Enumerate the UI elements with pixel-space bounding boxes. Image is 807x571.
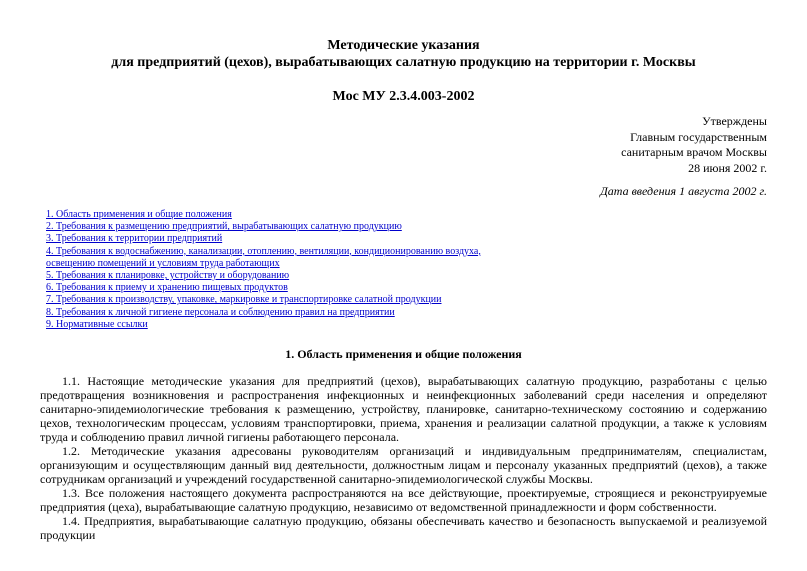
approval-line: санитарным врачом Москвы [621,145,767,159]
toc-link-3[interactable]: 3. Требования к территории предприятий [46,233,223,245]
toc-link-1[interactable]: 1. Область применения и общие положения [46,209,232,220]
paragraph: 1.4. Предприятия, вырабатывающие салатную продукцию, обязаны обеспечивать качество и безопасность выпускаемой и реализуемой продукции [40,514,767,542]
toc-link-6[interactable]: 6. Требования к приему и хранению пищевых продуктов [46,282,288,294]
toc-link-7[interactable]: 7. Требования к производству, упаковке, маркировке и транспортировке салатной продукции [46,294,442,306]
introduction-date: Дата введения 1 августа 2002 г. [600,184,767,198]
table-of-contents [46,209,481,331]
approval-line: Главным государственным [630,129,767,144]
approval-date: 28 июня 2002 г. [688,160,767,175]
paragraph: 1.1. Настоящие методические указания для предприятий (цехов), вырабатывающих салатную продукцию, разработаны с целью предотвращения возникновения и распространения инфекционных и неинфекционных заболеваний среди населения и определяют санитарно-эпидемиологические требования к размещению, устройству, планировке, санитарно-техническому состоянию и содержанию цехов, технологическим процессам, условиям транспортировки, приема, хранения и реализации салатной продукции, а также к условиям труда и соблюдению правил личной гигиены работающего персонала. [40,374,767,444]
toc-link-2[interactable]: 2. Требования к размещению предприятий, вырабатывающих салатную продукцию [46,221,402,233]
approval-line: Утверждены [702,114,767,128]
toc-link-9[interactable]: 9. Нормативные ссылки [46,318,148,330]
document-title-line1: Методические указания [327,38,480,53]
toc-link-4-continued[interactable]: освещению помещений и условиям труда работающих [46,257,280,269]
section-heading: 1. Область применения и общие положения [285,347,522,361]
paragraph: 1.3. Все положения настоящего документа распространяются на все действующие, проектируемые, строящиеся и реконструируемые предприятия (цеха), вырабатывающие салатную продукцию, независимо от ведомственной принадлежности и форм собственности. [40,486,767,514]
approval-block [621,114,767,176]
toc-link-5[interactable]: 5. Требования к планировке, устройству и оборудованию [46,270,290,282]
document-title-line2: для предприятий (цехов), вырабатывающих салатную продукцию на территории г. Москвы [111,55,696,70]
toc-link-4[interactable]: 4. Требования к водоснабжению, канализации, отоплению, вентиляции, кондиционированию воздуха, [46,245,481,257]
section-body [40,374,767,542]
paragraph: 1.2. Методические указания адресованы руководителям организаций и индивидуальным предпринимателям, специалистам, организующим и осуществляющим данный вид деятельности, должностным лицам и персоналу указанных предприятий (цехов), а также сотрудникам организаций и учреждений государственной санитарно-эпидемиологической службы Москвы. [40,444,767,486]
document-code: Мос МУ 2.3.4.003-2002 [332,89,475,104]
toc-link-8[interactable]: 8. Требования к личной гигиене персонала и соблюдению правил на предприятии [46,306,395,318]
